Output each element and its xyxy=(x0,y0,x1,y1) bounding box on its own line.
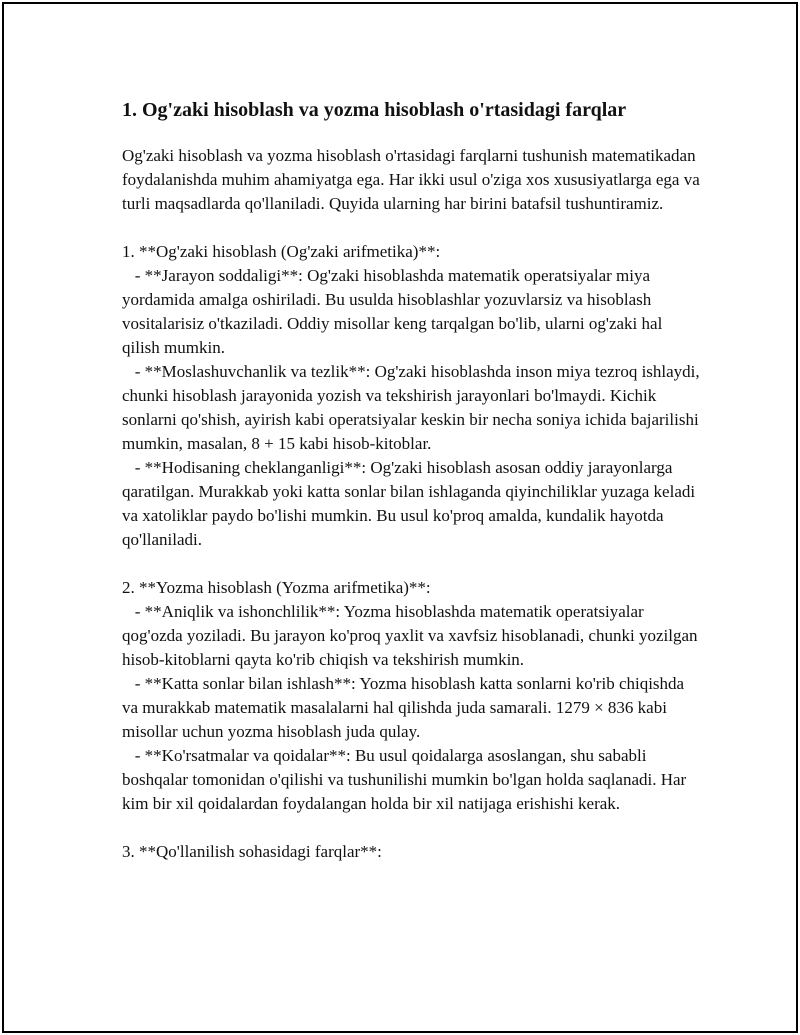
page-frame xyxy=(2,2,798,1033)
section-heading-1: 1. **Og'zaki hisoblash (Og'zaki arifmetika)**: xyxy=(122,242,441,261)
spacer xyxy=(122,552,702,576)
section-2-item-3: - **Ko'rsatmalar va qoidalar**: Bu usul qoidalarga asoslangan, shu sababli boshqalar tomonidan o'qilishi va tushunilishi mumkin bo'lgan holda saqlanadi. Har kim bir xil qoidalardan foydalangan holda bir xil natijaga erishishi kerak. xyxy=(122,746,691,813)
section-heading-3: 3. **Qo'llanilish sohasidagi farqlar**: xyxy=(122,842,382,861)
section-1-item-2: - **Moslashuvchanlik va tezlik**: Og'zaki hisoblashda inson miya tezroq ishlaydi, chunki hisoblash jarayonida yozish va tekshirish jarayonlari bo'lmaydi. Kichik sonlarni qo'shish, ayirish kabi operatsiyalar keskin bir necha soniya ichida bajarilishi mumkin, masalan, 8 + 15 kabi hisob-kitoblar. xyxy=(122,362,704,453)
document-body xyxy=(122,96,705,864)
section-heading-2: 2. **Yozma hisoblash (Yozma arifmetika)**: xyxy=(122,578,431,597)
section-2-item-1: - **Aniqlik va ishonchlilik**: Yozma hisoblashda matematik operatsiyalar qog'ozda yoziladi. Bu jarayon ko'proq yaxlit va xavfsiz hisoblanadi, chunki yozilgan hisob-kitoblarni qayta ko'rib chiqish va tekshirish mumkin. xyxy=(122,602,702,669)
intro-paragraph: Og'zaki hisoblash va yozma hisoblash o'rtasidagi farqlarni tushunish matematikadan foydalanishda muhim ahamiyatga ega. Har ikki usul o'ziga xos xususiyatlarga ega va turli maqsadlarda qo'llaniladi. Quyida ularning har birini batafsil tushuntiramiz. xyxy=(122,146,705,213)
section-1-item-3: - **Hodisaning cheklanganligi**: Og'zaki hisoblash asosan oddiy jarayonlarga qaratilgan. Murakkab yoki katta sonlar bilan ishlaganda qiyinchiliklar yuzaga keladi va xatoliklar paydo bo'lishi mumkin. Bu usul ko'proq amalda, kundalik hayotda qo'llaniladi. xyxy=(122,458,700,549)
section-2-item-2: - **Katta sonlar bilan ishlash**: Yozma hisoblash katta sonlarni ko'rib chiqishda va murakkab matematik masalalarni hal qilishda juda samarali. 1279 × 836 kabi misollar uchun yozma hisoblash juda qulay. xyxy=(122,674,689,741)
section-1-item-1: - **Jarayon soddaligi**: Og'zaki hisoblashda matematik operatsiyalar miya yordamida amalga oshiriladi. Bu usulda hisoblashlar yozuvlarsiz va hisoblash vositalarisiz o'tkaziladi. Oddiy misollar keng tarqalgan bo'lib, ularni og'zaki hal qilish mumkin. xyxy=(122,266,667,357)
spacer xyxy=(122,816,702,840)
document-title: 1. Og'zaki hisoblash va yozma hisoblash o'rtasidagi farqlar xyxy=(122,99,627,121)
spacer xyxy=(122,216,702,240)
